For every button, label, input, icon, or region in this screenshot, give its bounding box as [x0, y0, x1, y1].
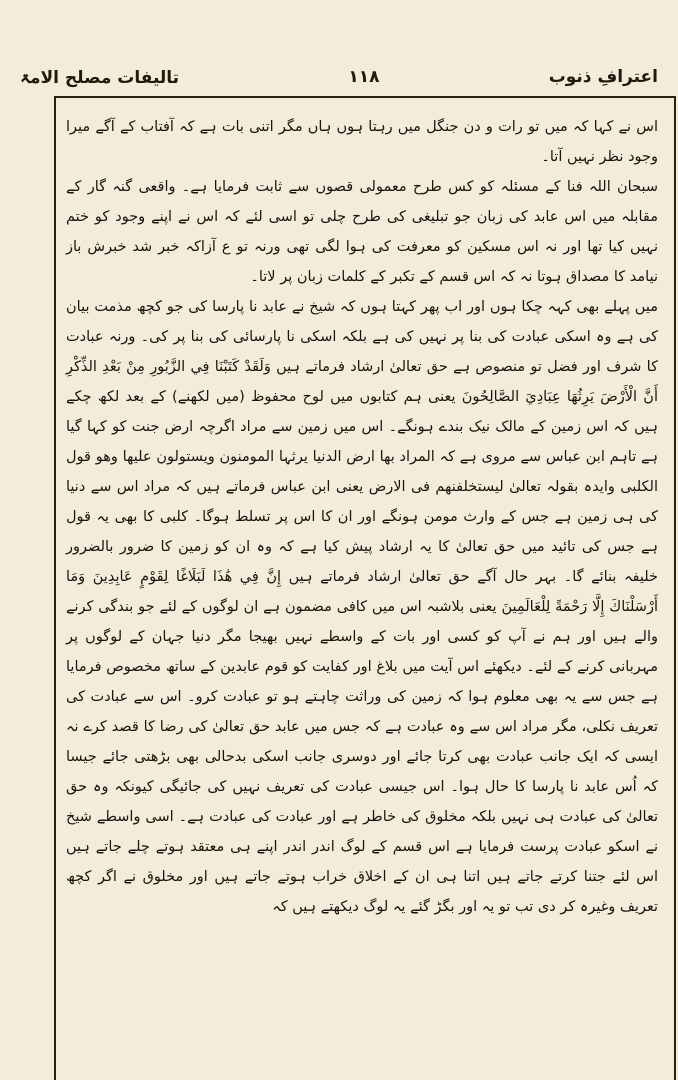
page-number: ۱۱۸ [348, 67, 380, 87]
chapter-title: اعترافِ ذنوب [548, 67, 658, 87]
paragraph: اس نے کہا کہ میں تو رات و دن جنگل میں رہتا ہوں ہاں مگر اتنی بات ہے کہ آفتاب کے آگے میرا وجود نظر نہیں آتا۔ [66, 119, 658, 165]
book-title: تالیفات مصلح الامۃ [20, 67, 180, 88]
page-header [20, 62, 658, 92]
paragraph: میں پہلے بھی کہہ چکا ہوں اور اب پھر کہتا ہوں کہ شیخ نے عابد نا پارسا کی جو کچھ مذمت بیان کی ہے وہ اسکی عبادت کی بنا پر نہیں کی ہے بلکہ اسکی نا پارسائی کی بنا پر کی۔ ورنہ عبادت کا شرف اور فضل تو منصوص ہے حق تعالیٰ ارشاد فرماتے ہیں وَلَقَدْ كَتَبْنَا فِي الزَّبُورِ مِنْ بَعْدِ الذِّكْرِ أَنَّ الْأَرْضَ يَرِثُهَا عِبَادِيَ الصَّالِحُونَ یعنی ہم کتابوں میں لوح محفوظ (میں لکھنے) کے بعد لکھ چکے ہیں کہ اس زمین کے مالک نیک بندے ہونگے۔ اس میں زمین سے مراد اگرچہ ارض جنت کو کہا گیا ہے تاہم ابن عباس سے مروی ہے کہ المراد بھا ارض الدنیا یرثہا المومنون ویستولون علیھا وھو قول الکلبی وایدہ بقولہ تعالیٰ لیستخلفنھم فی الارض یعنی ابن عباس فرماتے ہیں کہ مراد اس سے دنیا کی ہی زمین ہے جس کے وارث مومن ہونگے اور ان کا اس پر تسلط ہوگا۔ کلبی کا بھی یہ قول ہے جس کی تائید میں حق تعالیٰ کا یہ ارشاد پیش کیا ہے کہ وہ ان کو زمین کا ضرور بالضرور خلیفہ بنائے گا۔ بہر حال آگے حق تعالیٰ ارشاد فرماتے ہیں إِنَّ فِي هَٰذَا لَبَلَاغًا لِقَوْمٍ عَابِدِينَ وَمَا أَرْسَلْنَاكَ إِلَّا رَحْمَةً لِلْعَالَمِينَ یعنی بلاشبہ اس میں کافی مضمون ہے ان لوگوں کے لئے جو بندگی کرنے والے ہیں اور ہم نے آپ کو کسی اور بات کے واسطے نہیں بھیجا مگر دنیا جہان کے لوگوں پر مہربانی کرنے کے لئے۔ دیکھئے اس آیت میں بلاغ اور کفایت کو قوم عابدین کے ساتھ مخصوص فرمایا ہے جس سے یہ بھی معلوم ہوا کہ زمین کی وراثت چاہتے ہو تو عبادت کرو۔ اس سے عبادت کی تعریف نکلی، مگر مراد اس سے وہ عبادت ہے کہ جس میں عابد حق تعالیٰ کی رضا کا قصد کرے نہ ایسی کہ ایک جانب عبادت بھی کرتا جائے اور دوسری جانب اسکی بدحالی بھی بڑھتی جائے جیسا کہ اُس عابد نا پارسا کا حال ہوا۔ اس جیسی عبادت کی تعریف نہیں کی جائیگی کیونکہ وہ حق تعالیٰ کی عبادت ہی نہیں بلکہ مخلوق کی خاطر ہے اور عبادت کی عبادت ہے۔ اسی واسطے شیخ نے اسکو عبادت پرست فرمایا ہے اس قسم کے لوگ اندر اندر اپنے ہی معتقد ہوتے چلے جاتے ہیں اس لئے جتنا کرتے جاتے ہیں اتنا ہی ان کے اخلاق خراب ہوتے جاتے ہیں اور مخلوق نے اگر کچھ تعریف وغیرہ کر دی تب تو یہ اور بگڑ گئے یہ لوگ دیکھتے ہیں کہ [66, 299, 659, 915]
text-frame [54, 96, 676, 1080]
paragraph: سبحان اللہ فنا کے مسئلہ کو کس طرح معمولی قصوں سے ثابت فرمایا ہے۔ واقعی گنہ گار کے مقابلہ میں اس عابد کی زبان جو تبلیغی کی طرح چلی تو اسی لئے کہ اس نے اپنے وجود کو ختم نہیں کیا تھا اور نہ اس مسکین کو معرفت کی ہوا لگی تھی ورنہ تو ع آزاکہ خبر شد خبرش باز نیامد کا مصداق ہوتا نہ کہ اس قسم کے تکبر کے کلمات زبان پر لاتا۔ [66, 179, 658, 285]
body-text [66, 112, 658, 922]
